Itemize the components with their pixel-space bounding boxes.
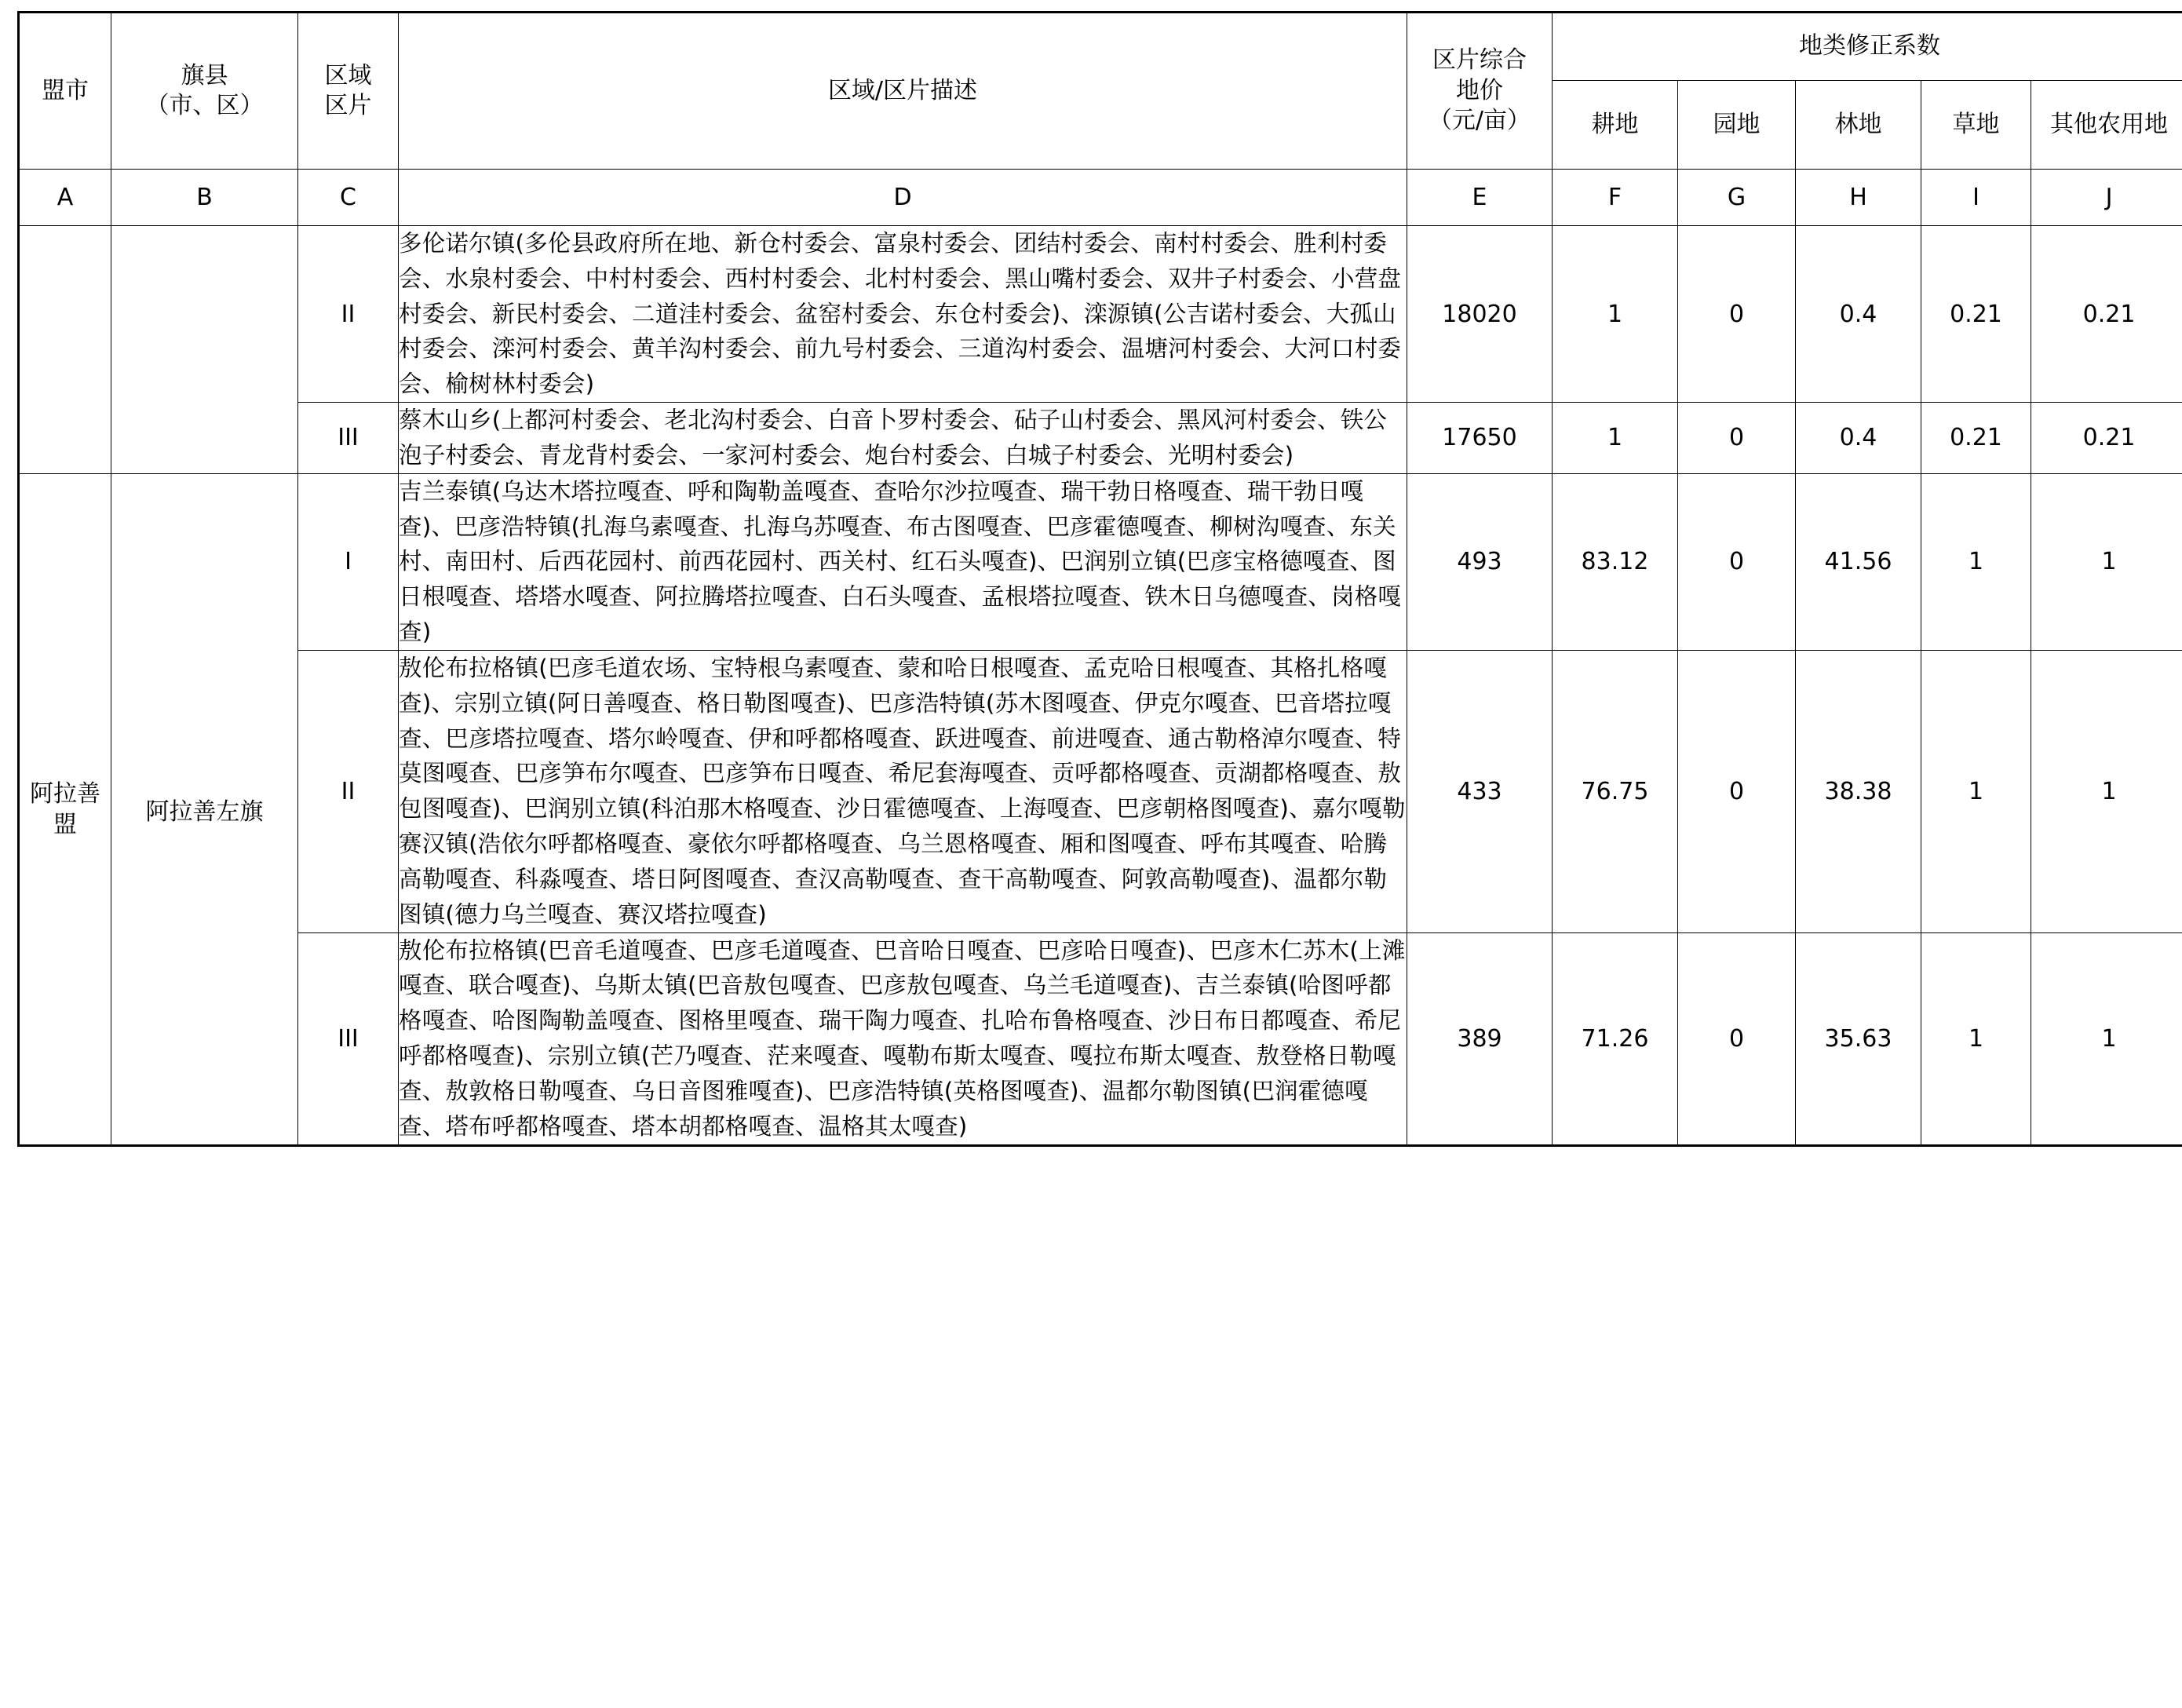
header-description: 区域/区片描述	[399, 13, 1407, 170]
table-row	[19, 473, 2182, 650]
cell-description: 敖伦布拉格镇(巴彦毛道农场、宝特根乌素嘎查、蒙和哈日根嘎查、孟克哈日根嘎查、其格扎格嘎查)、宗别立镇(阿日善嘎查、格日勒图嘎查)、巴彦浩特镇(苏木图嘎查、伊克尔嘎查、巴音塔拉嘎查、巴彦塔拉嘎查、塔尔岭嘎查、伊和呼都格嘎查、跃进嘎查、前进嘎查、通古勒格淖尔嘎查、特莫图嘎查、巴彦笋布尔嘎查、巴彦笋布日嘎查、希尼套海嘎查、贡呼都格嘎查、贡湖都格嘎查、敖包图嘎查)、巴润别立镇(科泊那木格嘎查、沙日霍德嘎查、上海嘎查、巴彦朝格图嘎查)、嘉尔嘎勒赛汉镇(浩依尔呼都格嘎查、豪依尔呼都格嘎查、乌兰恩格嘎查、厢和图嘎查、呼布其嘎查、哈腾高勒嘎查、科淼嘎查、塔日阿图嘎查、查汉高勒嘎查、查干高勒嘎查、阿敦高勒嘎查)、温都尔勒图镇(德力乌兰嘎查、赛汉塔拉嘎查)	[399, 650, 1407, 932]
cell-zone: II	[298, 650, 399, 932]
cell-forest: 35.63	[1796, 932, 1921, 1145]
header-coefficient-group: 地类修正系数	[1553, 13, 2182, 81]
letter-g: G	[1678, 170, 1796, 226]
cell-description: 多伦诺尔镇(多伦县政府所在地、新仓村委会、富泉村委会、团结村委会、南村村委会、胜利村委会、水泉村委会、中村村委会、西村村委会、北村村委会、黑山嘴村委会、双井子村委会、小营盘村委会、新民村委会、二道洼村委会、盆窑村委会、东仓村委会)、滦源镇(公吉诺村委会、大孤山村委会、滦河村委会、黄羊沟村委会、前九号村委会、三道沟村委会、温塘河村委会、大河口村委会、榆树林村委会)	[399, 226, 1407, 403]
letter-c: C	[298, 170, 399, 226]
cell-meng-city	[19, 226, 111, 474]
cell-grassland: 0.21	[1921, 403, 2031, 474]
header-orchard: 园地	[1678, 80, 1796, 169]
header-county-line1: 旗县	[181, 61, 228, 89]
header-other-agricultural: 其他农用地	[2031, 80, 2182, 169]
cell-other-agricultural: 0.21	[2031, 403, 2182, 474]
cell-cropland: 1	[1553, 226, 1678, 403]
cell-grassland: 1	[1921, 473, 2031, 650]
letter-j: J	[2031, 170, 2182, 226]
table-row	[19, 403, 2182, 474]
cell-other-agricultural: 1	[2031, 932, 2182, 1145]
header-meng-city: 盟市	[19, 13, 111, 170]
letter-i: I	[1921, 170, 2031, 226]
cell-other-agricultural: 1	[2031, 650, 2182, 932]
cell-cropland: 1	[1553, 403, 1678, 474]
cell-price: 17650	[1407, 403, 1553, 474]
cell-forest: 41.56	[1796, 473, 1921, 650]
cell-forest: 38.38	[1796, 650, 1921, 932]
header-price-line3: （元/亩）	[1428, 107, 1531, 135]
letter-f: F	[1553, 170, 1678, 226]
cell-cropland: 83.12	[1553, 473, 1678, 650]
header-price-line2: 地价	[1456, 76, 1503, 104]
cell-zone: I	[298, 473, 399, 650]
letter-e: E	[1407, 170, 1553, 226]
cell-forest: 0.4	[1796, 403, 1921, 474]
cell-grassland: 0.21	[1921, 226, 2031, 403]
letter-a: A	[19, 170, 111, 226]
header-cropland: 耕地	[1553, 80, 1678, 169]
cell-meng-city: 阿拉善盟	[19, 473, 111, 1145]
cell-orchard: 0	[1678, 226, 1796, 403]
letter-b: B	[111, 170, 298, 226]
table-row	[19, 932, 2182, 1145]
cell-cropland: 71.26	[1553, 932, 1678, 1145]
cell-county: 阿拉善左旗	[111, 473, 298, 1145]
header-price-line1: 区片综合	[1432, 46, 1527, 75]
cell-forest: 0.4	[1796, 226, 1921, 403]
header-county-line2: （市、区）	[145, 92, 264, 119]
table-row	[19, 650, 2182, 932]
letter-d: D	[399, 170, 1407, 226]
cell-price: 493	[1407, 473, 1553, 650]
cell-cropland: 76.75	[1553, 650, 1678, 932]
cell-other-agricultural: 0.21	[2031, 226, 2182, 403]
cell-orchard: 0	[1678, 473, 1796, 650]
header-grassland: 草地	[1921, 80, 2031, 169]
cell-price: 389	[1407, 932, 1553, 1145]
cell-zone: II	[298, 226, 399, 403]
header-zone-line1: 区域	[324, 61, 372, 89]
header-price	[1407, 13, 1553, 170]
cell-grassland: 1	[1921, 932, 2031, 1145]
cell-price: 433	[1407, 650, 1553, 932]
cell-zone: III	[298, 403, 399, 474]
header-zone	[298, 13, 399, 170]
table-row	[19, 226, 2182, 403]
cell-description: 敖伦布拉格镇(巴音毛道嘎查、巴彦毛道嘎查、巴音哈日嘎查、巴彦哈日嘎查)、巴彦木仁苏木(上滩嘎查、联合嘎查)、乌斯太镇(巴音敖包嘎查、巴彦敖包嘎查、乌兰毛道嘎查)、吉兰泰镇(哈图呼都格嘎查、哈图陶勒盖嘎查、图格里嘎查、瑞干陶力嘎查、扎哈布鲁格嘎查、沙日布日都嘎查、希尼呼都格嘎查)、宗别立镇(芒乃嘎查、茫来嘎查、嘎勒布斯太嘎查、嘎拉布斯太嘎查、敖登格日勒嘎查、敖敦格日勒嘎查、乌日音图雅嘎查)、巴彦浩特镇(英格图嘎查)、温都尔勒图镇(巴润霍德嘎查、塔布呼都格嘎查、塔本胡都格嘎查、温格其太嘎查)	[399, 932, 1407, 1145]
table-header-row	[19, 13, 2182, 81]
cell-orchard: 0	[1678, 932, 1796, 1145]
cell-orchard: 0	[1678, 650, 1796, 932]
header-zone-line2: 区片	[324, 92, 372, 119]
cell-grassland: 1	[1921, 650, 2031, 932]
cell-description: 吉兰泰镇(乌达木塔拉嘎查、呼和陶勒盖嘎查、查哈尔沙拉嘎查、瑞干勃日格嘎查、瑞干勃日嘎查)、巴彦浩特镇(扎海乌素嘎查、扎海乌苏嘎查、布古图嘎查、巴彦霍德嘎查、柳树沟嘎查、东关村、南田村、后西花园村、前西花园村、西关村、红石头嘎查)、巴润别立镇(巴彦宝格德嘎查、图日根嘎查、塔塔水嘎查、阿拉腾塔拉嘎查、白石头嘎查、孟根塔拉嘎查、铁木日乌德嘎查、岗格嘎查)	[399, 473, 1407, 650]
cell-county	[111, 226, 298, 474]
table-column-letter-row	[19, 170, 2182, 226]
cell-zone: III	[298, 932, 399, 1145]
cell-price: 18020	[1407, 226, 1553, 403]
header-forest: 林地	[1796, 80, 1921, 169]
cell-description: 蔡木山乡(上都河村委会、老北沟村委会、白音卜罗村委会、砧子山村委会、黑风河村委会、铁公泡子村委会、青龙背村委会、一家河村委会、炮台村委会、白城子村委会、光明村委会)	[399, 403, 1407, 474]
header-county	[111, 13, 298, 170]
cell-other-agricultural: 1	[2031, 473, 2182, 650]
letter-h: H	[1796, 170, 1921, 226]
land-price-table	[17, 11, 2182, 1147]
cell-orchard: 0	[1678, 403, 1796, 474]
